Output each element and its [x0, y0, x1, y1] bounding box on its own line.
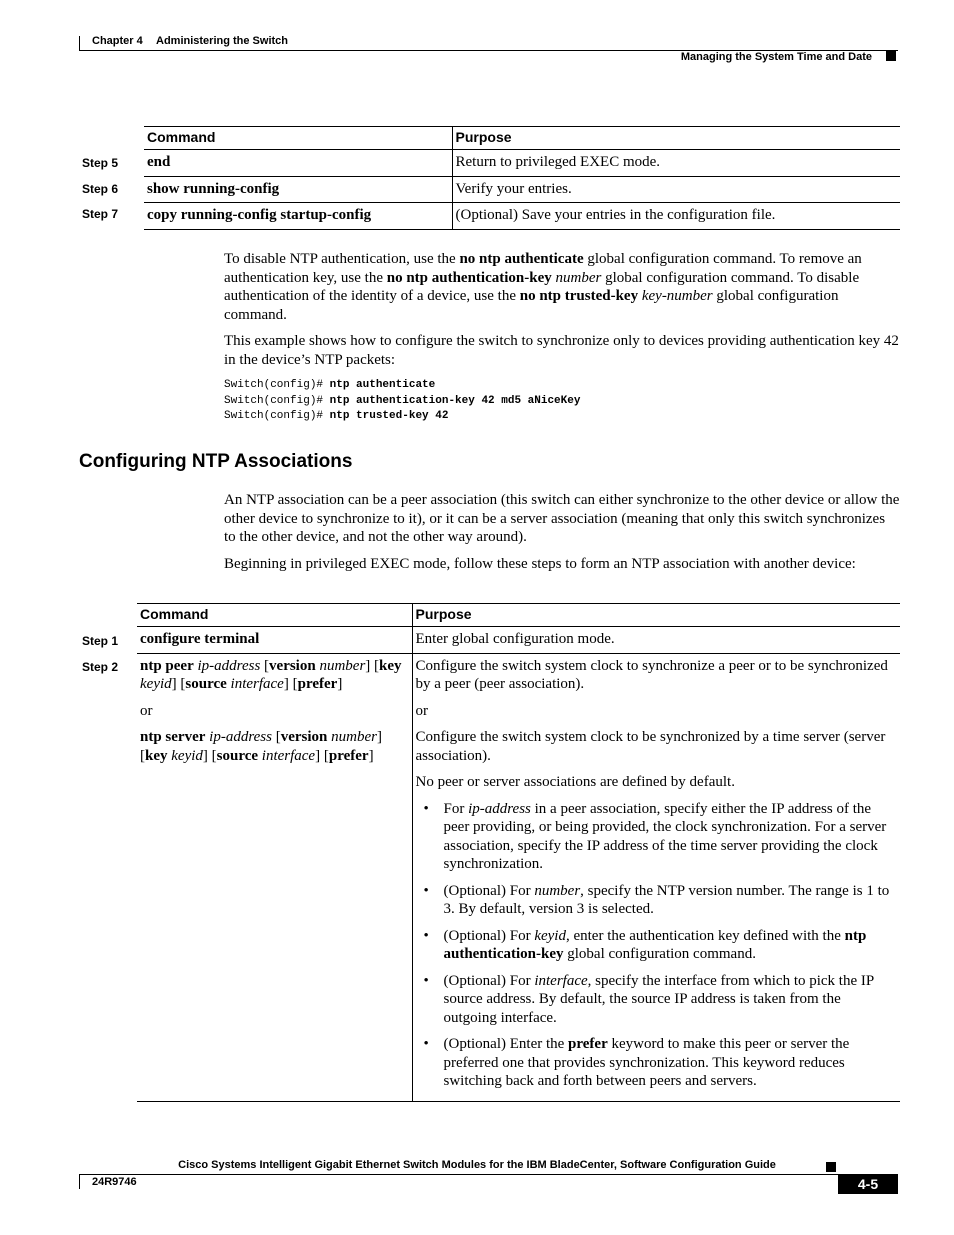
list-item: • (Optional) For keyid, enter the authentication key defined with the ntp authentication-key global configuration command. — [423, 927, 867, 962]
command-ntp-peer: ntp peer ip-address [version number] [key keyid] [source interface] [prefer] — [140, 657, 402, 692]
table-row — [144, 150, 900, 177]
table-header-row — [137, 604, 900, 627]
column-header-purpose: Purpose — [452, 127, 900, 150]
header-square-marker — [886, 51, 896, 61]
step-5-label: Step 5 — [82, 156, 119, 170]
step-6-label: Step 6 — [82, 182, 119, 196]
command-text: configure terminal — [140, 631, 260, 647]
steps-table-1 — [144, 126, 900, 230]
bullet-icon: • — [423, 972, 429, 989]
list-item: • (Optional) For interface, specify the interface from which to pick the IP source address. By default, the source IP address is taken from the outgoing interface. — [423, 972, 874, 1026]
command-or: or — [140, 702, 153, 719]
section-heading: Configuring NTP Associations — [79, 451, 353, 472]
step-2-label: Step 2 — [82, 660, 119, 674]
page-number: 4-5 — [838, 1174, 898, 1194]
code-line: Switch(config)# ntp authentication-key 42 md5 aNiceKey — [224, 394, 581, 407]
header-section: Managing the System Time and Date — [680, 51, 872, 63]
purpose-text: Enter global configuration mode. — [412, 627, 900, 654]
table-row — [137, 627, 900, 654]
paragraph-steps-intro: Beginning in privileged EXEC mode, follow these steps to form an NTP association with another device: — [224, 556, 856, 572]
command-text: copy running-config startup-config — [147, 207, 372, 223]
table-header-row — [144, 127, 900, 150]
paragraph-disable-auth: To disable NTP authentication, use the no ntp authenticate global configuration command. To remove an authentication key, use the no ntp authentication-key number global configuration command. To disable authentication of the identity of a device, use the no ntp trusted-key key-number global configuration command. — [224, 251, 862, 323]
purpose-text: Return to privileged EXEC mode. — [452, 150, 900, 177]
header-vertical-rule — [79, 36, 80, 51]
purpose-bullet-list — [416, 800, 898, 1091]
purpose-text: Verify your entries. — [452, 176, 900, 203]
bullet-icon: • — [423, 1036, 429, 1052]
footer-rule — [79, 1174, 838, 1175]
command-text: end — [147, 154, 171, 170]
code-example — [224, 378, 580, 425]
table-row — [137, 653, 900, 1101]
purpose-default: No peer or server associations are defined by default. — [415, 774, 735, 790]
header-chapter: Chapter 4 — [92, 35, 143, 47]
bullet-icon: • — [423, 927, 429, 944]
list-item: • (Optional) Enter the prefer keyword to make this peer or server the preferred one that provides synchronization. This keyword reduces switching back and forth between peers and servers. — [423, 1036, 850, 1089]
step-7-label: Step 7 — [82, 207, 119, 221]
list-item: • (Optional) For number, specify the NTP version number. The range is 1 to 3. By default, version 3 is selected. — [423, 882, 890, 917]
purpose-or: or — [415, 702, 428, 719]
command-ntp-server: ntp server ip-address [version number] [key keyid] [source interface] [prefer] — [140, 729, 382, 764]
code-line: Switch(config)# ntp authenticate — [224, 379, 436, 391]
code-line: Switch(config)# ntp trusted-key 42 — [224, 410, 449, 422]
purpose-text: (Optional) Save your entries in the configuration file. — [452, 203, 900, 230]
column-header-purpose: Purpose — [412, 604, 900, 627]
paragraph-example-intro: This example shows how to configure the switch to synchronize only to devices providing authentication key 42 in the device’s NTP packets: — [224, 333, 899, 368]
table-row — [144, 176, 900, 203]
paragraph-association-intro: An NTP association can be a peer association (this switch can either synchronize to the other device or allow the other device to synchronize to it), or it can be a server association (meaning that only this switch synchronizes to the other device, and not the other way around). — [224, 492, 900, 545]
purpose-peer: Configure the switch system clock to synchronize a peer or to be synchronized by a peer (peer association). — [415, 657, 888, 692]
bullet-icon: • — [423, 882, 429, 899]
column-header-command: Command — [137, 604, 412, 627]
steps-table-2 — [137, 603, 900, 1102]
step-1-label: Step 1 — [82, 634, 119, 648]
footer-square-marker — [826, 1162, 836, 1172]
bullet-icon: • — [423, 800, 429, 817]
footer-vertical-rule — [79, 1174, 80, 1189]
list-item: • For ip-address in a peer association, specify either the IP address of the peer providing, or being provided, the clock synchronization. For a server association, specify the IP address of the time server providing the clock synchronization. — [423, 800, 887, 872]
command-text: show running-config — [147, 180, 280, 197]
table-row — [144, 203, 900, 230]
footer-doc-number: 24R9746 — [92, 1176, 137, 1188]
header-chapter-title: Administering the Switch — [156, 35, 289, 47]
column-header-command: Command — [144, 127, 452, 150]
footer-title: Cisco Systems Intelligent Gigabit Ethernet Switch Modules for the IBM BladeCenter, Software Configuration Guide — [178, 1159, 776, 1171]
purpose-server: Configure the switch system clock to be synchronized by a time server (server association). — [415, 729, 886, 764]
